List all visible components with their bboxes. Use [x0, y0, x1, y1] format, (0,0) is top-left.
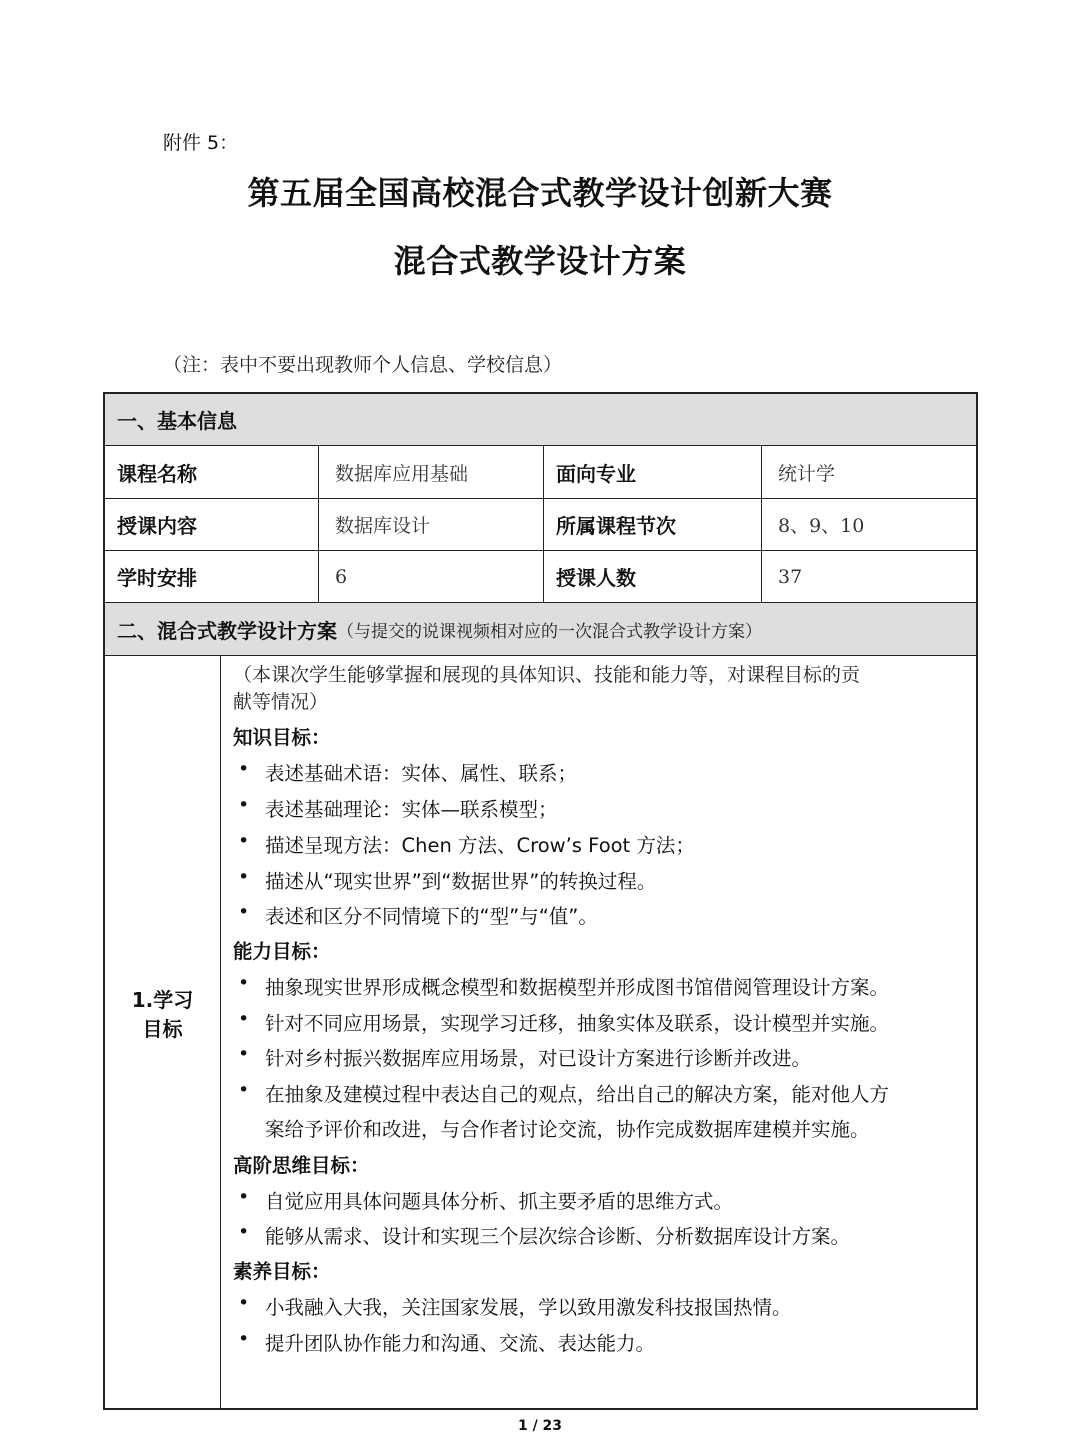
students-label: 授课人数	[556, 566, 636, 590]
bullet-icon: •	[238, 1186, 250, 1208]
list-item: 自觉应用具体问题具体分析、抓主要矛盾的思维方式。	[265, 1190, 734, 1213]
bullet-icon: •	[238, 1043, 250, 1065]
bullet-icon: •	[238, 1328, 250, 1350]
content-value: 数据库设计	[335, 515, 431, 537]
bullet-icon: •	[238, 972, 250, 994]
attachment-label: 附件 5：	[163, 132, 239, 154]
page-title: 第五届全国高校混合式教学设计创新大赛	[247, 174, 833, 212]
students-value: 37	[778, 565, 803, 588]
list-item: 描述呈现方法：Chen 方法、Crow’s Foot 方法；	[265, 834, 695, 857]
higher-order-heading: 高阶思维目标：	[233, 1154, 370, 1177]
table-row	[105, 499, 976, 551]
list-item: 表述基础理论：实体—联系模型；	[265, 798, 558, 821]
section2-title: 二、混合式教学设计方案	[117, 618, 337, 643]
section1-header	[105, 394, 976, 446]
list-item: 能够从需求、设计和实现三个层次综合诊断、分析数据库设计方案。	[265, 1225, 851, 1248]
list-item-continuation: 案给予评价和改进，与合作者讨论交流，协作完成数据库建模并实施。	[265, 1118, 870, 1141]
course-name-value: 数据库应用基础	[335, 462, 469, 485]
bullet-icon: •	[238, 794, 250, 816]
bullet-icon: •	[238, 830, 250, 852]
page-subtitle: 混合式教学设计方案	[393, 242, 687, 280]
goals-intro: （本课次学生能够掌握和展现的具体知识、技能和能力等，对课程目标的贡	[233, 664, 861, 686]
hours-label: 学时安排	[117, 566, 197, 590]
goals-intro: 献等情况）	[233, 691, 329, 713]
major-label: 面向专业	[556, 461, 636, 486]
list-item: 针对不同应用场景，实现学习迁移，抽象实体及联系，设计模型并实施。	[265, 1012, 890, 1035]
list-item: 抽象现实世界形成概念模型和数据模型并形成图书馆借阅管理设计方案。	[265, 976, 890, 999]
list-item: 表述基础术语：实体、属性、联系；	[265, 762, 578, 785]
content-label: 授课内容	[117, 514, 197, 538]
section1-title: 一、基本信息	[117, 409, 237, 433]
privacy-note: （注：表中不要出现教师个人信息、学校信息）	[163, 354, 563, 376]
list-item: 表述和区分不同情境下的“型”与“值”。	[265, 905, 598, 928]
section2-title-note: （与提交的说课视频相对应的一次混合式教学设计方案）	[337, 621, 762, 642]
list-item: 在抽象及建模过程中表达自己的观点，给出自己的解决方案，能对他人方	[265, 1083, 890, 1106]
table-row	[105, 446, 976, 499]
bullet-icon: •	[238, 758, 250, 780]
course-name-label: 课程名称	[117, 461, 197, 486]
session-label: 所属课程节次	[556, 514, 676, 538]
bullet-icon: •	[238, 901, 250, 923]
bullet-icon: •	[238, 1008, 250, 1030]
hours-value: 6	[335, 565, 348, 588]
learning-goals-label: 1.学习 目标	[131, 988, 194, 1041]
list-item: 小我融入大我，关注国家发展，学以致用激发科技报国热情。	[265, 1296, 792, 1319]
literacy-heading: 素养目标：	[233, 1260, 331, 1283]
knowledge-heading: 知识目标：	[233, 726, 331, 749]
list-item: 描述从“现实世界”到“数据世界”的转换过程。	[265, 870, 657, 893]
bullet-icon: •	[238, 1079, 250, 1101]
learning-goals-row	[105, 656, 976, 1408]
bullet-icon: •	[238, 1292, 250, 1314]
list-item: 提升团队协作能力和沟通、交流、表达能力。	[265, 1332, 656, 1355]
section2-header	[105, 603, 976, 656]
design-table	[103, 392, 978, 1410]
list-item: 针对乡村振兴数据库应用场景，对已设计方案进行诊断并改进。	[265, 1047, 812, 1070]
session-value: 8、9、10	[778, 515, 865, 537]
ability-heading: 能力目标：	[233, 940, 331, 963]
major-value: 统计学	[778, 462, 836, 485]
bullet-icon: •	[238, 1221, 250, 1243]
bullet-icon: •	[238, 866, 250, 888]
page-number: 1 / 23	[517, 1418, 563, 1434]
table-row	[105, 551, 976, 603]
